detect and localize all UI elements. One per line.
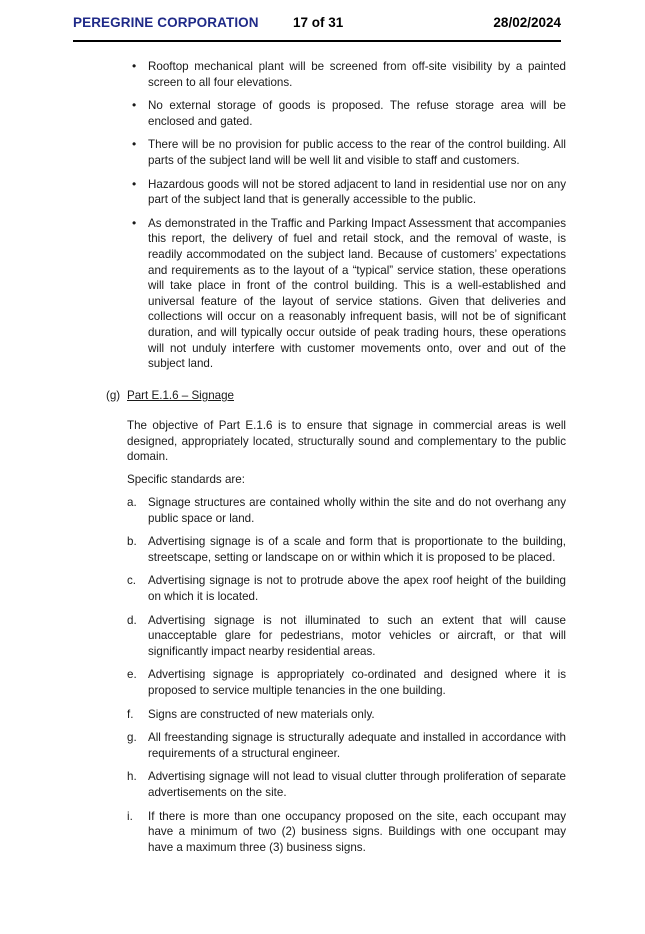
bullet-icon: • — [132, 59, 137, 73]
standard-label: d. — [127, 613, 137, 627]
bullet-item — [132, 98, 566, 129]
section-letter: (g) — [106, 389, 121, 402]
bullet-text: There will be no provision for public access to the rear of the control building. All parts of the subject land will be well lit and visible to staff and customers. — [148, 138, 566, 167]
objective-paragraph: The objective of Part E.1.6 is to ensure that signage in commercial areas is well designed, appropriately located, structurally sound and complementary to the public domain. — [127, 419, 566, 464]
bullet-list — [132, 59, 566, 380]
standard-item — [127, 667, 566, 698]
bullet-icon: • — [132, 137, 137, 152]
bullet-text: As demonstrated in the Traffic and Parking Impact Assessment that accompanies this report, the delivery of fuel and retail stock, and the removal of waste, is readily accommodated on the subject land. Because of customers’ expectations and requirements as to the layout of a “typical” service station, these operations will take place in front of the control building. This is a well-established and universal feature of the layout of service stations. Given that deliveries and collections will occur on a reasonably infrequent basis, will not be of significant duration, and will typically occur outside of peak trading hours, these operations will not unduly interfere with customer movements onto, over and out of the subject land. — [148, 216, 566, 371]
bullet-icon: • — [132, 215, 137, 230]
standard-text: Signage structures are contained wholly within the site and do not overhang any public space or land. — [148, 496, 566, 525]
standard-label: b. — [127, 535, 137, 549]
page-header — [73, 12, 561, 42]
page-number: 17 of 31 — [293, 15, 344, 30]
standard-label: g. — [127, 731, 137, 745]
bullet-text: Hazardous goods will not be stored adjacent to land in residential use nor on any part of the subject land that is generally accessible to the public. — [148, 177, 566, 207]
document-date: 28/02/2024 — [493, 15, 561, 30]
standard-label: i. — [127, 809, 133, 823]
standard-text: Advertising signage will not lead to visual clutter through proliferation of separate advertisements on the site. — [148, 770, 566, 799]
standard-text: Advertising signage is not to protrude above the apex roof height of the building on which it is located. — [148, 574, 566, 603]
bullet-item — [132, 176, 566, 208]
standard-item — [127, 730, 566, 761]
standard-text: Advertising signage is appropriately co-ordinated and designed where it is proposed to service multiple tenancies in the one building. — [148, 668, 566, 697]
bullet-text: No external storage of goods is proposed. The refuse storage area will be enclosed and gated. — [148, 99, 566, 128]
bullet-item — [132, 137, 566, 168]
standard-item — [127, 707, 566, 723]
bullet-item — [132, 59, 566, 90]
standard-label: a. — [127, 496, 137, 509]
bullet-icon: • — [132, 98, 137, 113]
standard-label: f. — [127, 707, 134, 721]
bullet-text: Rooftop mechanical plant will be screened from off-site visibility by a painted screen to all four elevations. — [148, 60, 566, 89]
standards-list — [127, 495, 566, 863]
standard-label: c. — [127, 574, 137, 588]
standard-item — [127, 613, 566, 660]
standard-text: All freestanding signage is structurally adequate and installed in accordance with requirements of a structural engineer. — [148, 731, 566, 760]
company-name: PEREGRINE CORPORATION — [73, 15, 259, 30]
standard-text: If there is more than one occupancy proposed on the site, each occupant may have a minimum of two (2) business signs. Buildings with one occupant may have a maximum three (3) business signs. — [148, 809, 566, 854]
section-title: Part E.1.6 – Signage — [127, 389, 234, 402]
standard-text: Signs are constructed of new materials only. — [148, 707, 375, 721]
bullet-item — [132, 215, 566, 372]
standard-item — [127, 534, 566, 565]
standard-text: Advertising signage is of a scale and form that is proportionate to the building, streetscape, setting or landscape on or within which it is proposed to be placed. — [148, 535, 566, 564]
standard-item — [127, 809, 566, 856]
standard-item — [127, 769, 566, 800]
standard-item — [127, 495, 566, 526]
bullet-icon: • — [132, 176, 137, 191]
standard-item — [127, 573, 566, 604]
standard-text: Advertising signage is not illuminated to such an extent that will cause unacceptable glare for pedestrians, motor vehicles or aircraft, or that will significantly impact nearby residential areas. — [148, 613, 566, 658]
standard-label: h. — [127, 770, 137, 784]
standard-label: e. — [127, 668, 137, 682]
standards-intro: Specific standards are: — [127, 473, 245, 486]
